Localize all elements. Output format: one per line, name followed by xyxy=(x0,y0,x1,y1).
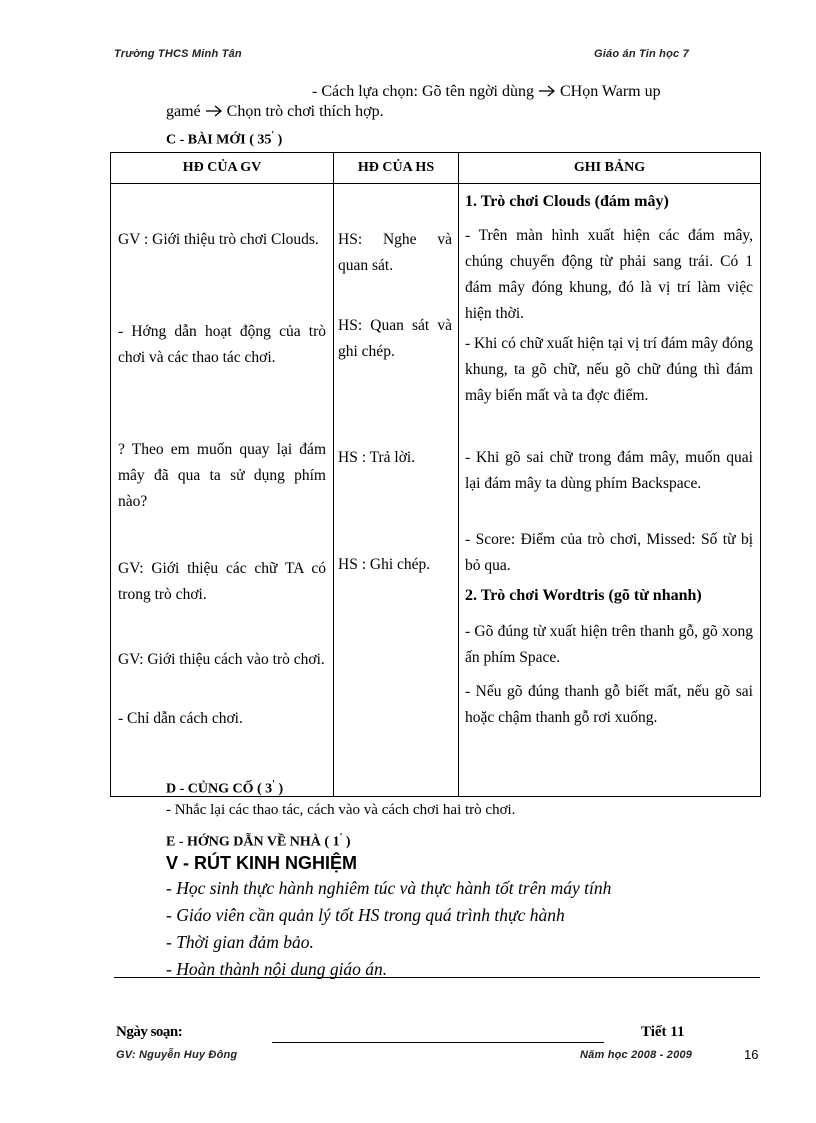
section-v-heading: V - RÚT KINH NGHIỆM xyxy=(166,853,357,873)
section-c-end: ) xyxy=(274,132,283,148)
divider xyxy=(114,977,760,978)
header-board: GHI BẢNG xyxy=(459,153,761,184)
lesson-number: Tiết 11 xyxy=(641,1024,685,1040)
teacher-name: GV: Nguyễn Huy Đông xyxy=(116,1049,238,1061)
experience-item: - Học sinh thực hành nghiêm túc và thực hành tốt trên máy tính xyxy=(166,878,612,898)
lesson-table xyxy=(110,152,761,797)
board-title-clouds: 1. Trò chơi Clouds (đám mây) xyxy=(465,193,669,210)
school-name: Trường THCS Minh Tân xyxy=(114,48,242,60)
board-title-wordtris: 2. Trò chơi Wordtris (gõ từ nhanh) xyxy=(465,587,702,604)
intro-text-a: - Cách lựa chọn: Gõ tên ngời dùng xyxy=(312,83,534,100)
intro-text-b: CHọn Warm up xyxy=(559,83,661,100)
gv-item: GV: Giới thiệu cách vào trò chơi. xyxy=(118,651,325,668)
section-d-sup: ' xyxy=(272,779,275,790)
section-d-heading xyxy=(166,779,283,798)
board-paragraph: - Nếu gõ đúng thanh gỗ biết mất, nếu gõ sai hoặc chậm thanh gỗ rơi xuống. xyxy=(465,683,753,726)
table-content-row xyxy=(111,184,761,797)
section-c-label: C - BÀI MỚI ( 35 xyxy=(166,132,272,148)
board-paragraph: - Khi gõ sai chữ trong đám mây, muốn quai lại đám mây ta dùng phím Backspace. xyxy=(465,449,753,492)
header-hs: HĐ CỦA HS xyxy=(334,153,459,184)
hs-item: HS: Nghe và quan sát. xyxy=(338,231,452,274)
board-paragraph: - Score: Điểm của trò chơi, Missed: Số từ bị bỏ qua. xyxy=(465,531,753,574)
hs-item: HS : Trả lời. xyxy=(338,449,416,466)
board-paragraph: - Khi có chữ xuất hiện tại vị trí đám mây đóng khung, ta gõ chữ, nếu gõ chữ đúng thì đám mây biến mất và ta đợc điểm. xyxy=(465,335,753,404)
header-gv: HĐ CỦA GV xyxy=(111,153,334,184)
section-c-sup: ' xyxy=(271,130,275,141)
hs-cell xyxy=(334,184,459,797)
gv-cell xyxy=(111,184,334,797)
experience-item: - Giáo viên cần quản lý tốt HS trong quá trình thực hành xyxy=(166,905,565,925)
section-d-text: - Nhắc lại các thao tác, cách vào và cách chơi hai trò chơi. xyxy=(166,802,516,818)
gv-item: - Chỉ dẫn cách chơi. xyxy=(118,710,243,727)
intro-text-d: Chọn trò chơi thích hợp. xyxy=(226,103,384,120)
date-label: Ngày soạn: xyxy=(116,1024,183,1040)
section-e-heading xyxy=(166,832,351,851)
gv-item: GV: Giới thiệu các chữ TA có trong trò chơi. xyxy=(118,560,326,603)
arrow-right-icon xyxy=(205,104,223,118)
intro-line-2 xyxy=(166,102,384,122)
section-e-sup: ' xyxy=(339,832,343,843)
gv-item: ? Theo em muốn quay lại đám mây đã qua ta sử dụng phím nào? xyxy=(118,441,326,510)
arrow-right-icon xyxy=(538,84,556,98)
intro-text-c: gamé xyxy=(166,103,201,120)
hs-item: HS: Quan sát và ghi chép. xyxy=(338,317,452,360)
board-paragraph: - Trên màn hình xuất hiện các đám mây, chúng chuyển động từ phải sang trái. Có 1 đám mây đóng khung, đó là vị trí làm việc hiện thời. xyxy=(465,227,753,322)
section-d-end: ) xyxy=(274,781,284,797)
hs-item: HS : Ghi chép. xyxy=(338,556,431,573)
page-number: 16 xyxy=(744,1047,759,1062)
experience-item: - Thời gian đảm bảo. xyxy=(166,932,314,952)
table-header-row xyxy=(111,153,761,184)
section-e-label: E - HỚNG DẪN VỀ NHÀ ( 1 xyxy=(166,834,340,850)
board-cell xyxy=(459,184,761,797)
school-year: Năm học 2008 - 2009 xyxy=(580,1049,693,1061)
section-e-end: ) xyxy=(342,834,351,850)
section-c-heading xyxy=(166,130,282,149)
intro-line-1 xyxy=(312,82,661,102)
gv-item: GV : Giới thiệu trò chơi Clouds. xyxy=(118,231,319,248)
board-paragraph: - Gõ đúng từ xuất hiện trên thanh gỗ, gõ xong ấn phím Space. xyxy=(465,623,753,666)
date-line xyxy=(272,1042,604,1043)
section-d-label: D - CỦNG CỐ ( 3 xyxy=(166,781,273,797)
gv-item: - Hớng dẫn hoạt động của trò chơi và các thao tác chơi. xyxy=(118,323,326,366)
experience-item: - Hoàn thành nội dung giáo án. xyxy=(166,959,388,979)
subject-title: Giáo án Tin học 7 xyxy=(594,48,689,60)
